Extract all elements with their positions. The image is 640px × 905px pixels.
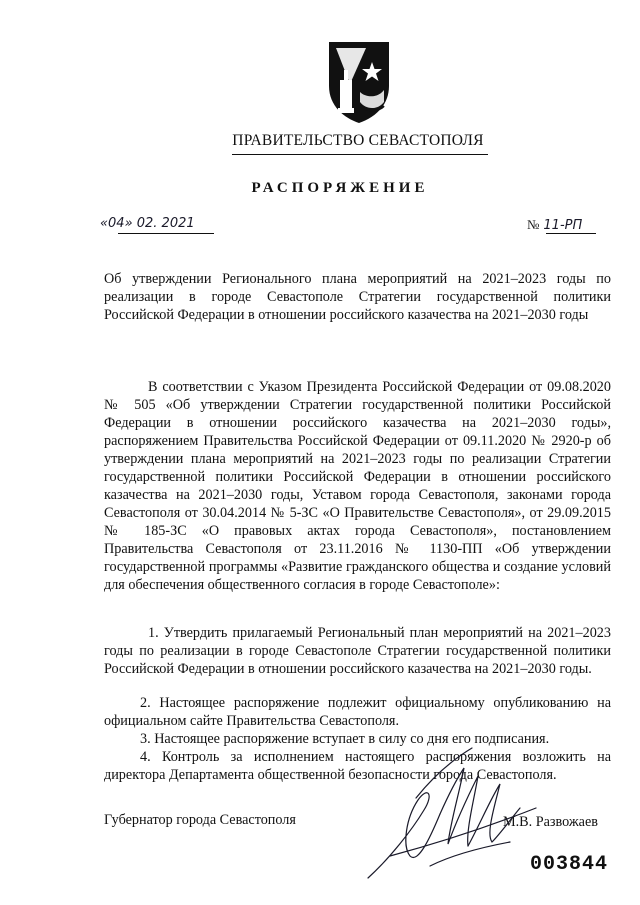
document-type-heading: РАСПОРЯЖЕНИЕ: [251, 180, 429, 196]
order-item: 4. Контроль за исполнением настоящего распоряжения возложить на директора Департамента общественной безопасности города Севастополя.: [104, 749, 611, 783]
date-close-quote: »: [124, 216, 133, 231]
number-label: №: [527, 217, 540, 232]
date-month-year: 02. 2021: [136, 216, 195, 231]
handwritten-signature-icon: [360, 738, 540, 888]
order-item: 3. Настоящее распоряжение вступает в силу со дня его подписания.: [140, 731, 550, 747]
government-title: ПРАВИТЕЛЬСТВО СЕВАСТОПОЛЯ: [232, 132, 484, 149]
order-item: 1. Утвердить прилагаемый Региональный план мероприятий на 2021–2023 годы по реализации в городе Севастополе Стратегии государственной политики Российской Федерации в отношении российского казачества на 2021–2030 годы.: [104, 625, 611, 677]
form-serial-number: 003844: [530, 853, 609, 876]
date-underline: [118, 233, 214, 234]
number-value: 11-РП: [543, 218, 583, 233]
document-subject: Об утверждении Регионального плана мероприятий на 2021–2023 годы по реализации в городе Севастополе Стратегии государственной политики Российской Федерации в отношении российского казачества на 2021–2030 годы: [104, 271, 611, 323]
signer-name: М.В. Развожаев: [503, 814, 598, 830]
number-underline: [546, 233, 596, 234]
title-divider: [232, 154, 488, 155]
coat-of-arms-icon: [326, 40, 392, 124]
date-open-quote: «: [100, 216, 109, 231]
order-item: 2. Настоящее распоряжение подлежит официальному опубликованию на официальном сайте Правительства Севастополя.: [104, 695, 611, 729]
preamble-paragraph: В соответствии с Указом Президента Российской Федерации от 09.08.2020 № 505 «Об утверждении Стратегии государственной политики Российской Федерации в отношении российского казачества на 2021–2030 годы», распоряжением Правительства Российской Федерации от 09.11.2020 № 2920-р об утверждении плана мероприятий на 2021–2023 годы по реализации Стратегии государственной политики Российской Федерации в отношении российского казачества на 2021–2030 годы, Уставом города Севастополя, законами города Севастополя от 30.04.2014 № 5-ЗС «О Правительстве Севастополя», от 29.09.2015 № 185-ЗС «О правовых актах города Севастополя», постановлением Правительства Севастополя от 23.11.2016 № 1130-ПП «Об утверждении государственной программы «Развитие гражданского общества и создание условий для обеспечения общественного согласия в городе Севастополе»:: [104, 379, 611, 593]
signer-title: Губернатор города Севастополя: [104, 812, 296, 828]
date-day: 04: [108, 216, 125, 231]
